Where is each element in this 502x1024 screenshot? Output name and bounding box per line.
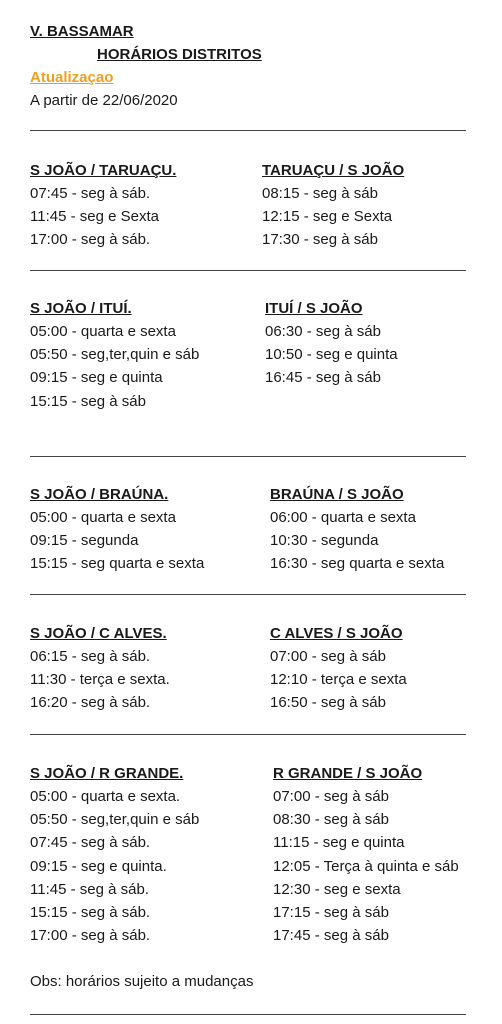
schedule-line: 07:45 - seg à sáb. <box>30 185 151 202</box>
divider <box>30 1014 466 1015</box>
schedule-line: 05:00 - quarta e sexta <box>30 323 176 340</box>
route-outbound <box>30 160 176 252</box>
schedule-line: 05:50 - seg,ter,quin e sáb <box>30 811 200 829</box>
footer-note: Obs: horários sujeito a mudanças <box>30 973 254 990</box>
route-return <box>273 763 459 947</box>
schedule-line: 09:15 - seg e quinta <box>30 369 163 387</box>
schedule-line: 17:00 - seg à sáb. <box>30 231 151 249</box>
divider <box>30 456 466 457</box>
update-label: Atualizaçao <box>30 69 114 86</box>
schedule-line: 15:15 - seg à sáb. <box>30 903 151 921</box>
route-outbound <box>30 298 199 413</box>
schedule-line: 16:45 - seg à sáb <box>265 369 381 387</box>
divider <box>30 130 466 131</box>
schedule-line: 11:45 - seg e Sexta <box>30 208 159 226</box>
schedule-line: 11:15 - seg e quinta <box>273 834 405 852</box>
schedule-line: 17:00 - seg à sáb. <box>30 927 151 945</box>
route-title: S JOÃO / R GRANDE. <box>30 765 184 782</box>
schedule-line: 16:20 - seg à sáb. <box>30 694 151 712</box>
route-return <box>265 298 398 390</box>
schedule-line: 17:45 - seg à sáb <box>273 927 389 945</box>
divider <box>30 270 466 271</box>
schedule-line: 16:50 - seg à sáb <box>270 694 386 712</box>
schedule-line: 09:15 - seg e quinta. <box>30 857 167 875</box>
schedule-line: 12:30 - seg e sexta <box>273 880 401 898</box>
route-title: S JOÃO / BRAÚNA. <box>30 486 169 503</box>
route-title: C ALVES / S JOÃO <box>270 625 403 642</box>
route-return <box>262 160 404 252</box>
schedule-line: 06:15 - seg à sáb. <box>30 648 151 665</box>
schedule-line: 06:30 - seg à sáb <box>265 323 381 340</box>
route-title: R GRANDE / S JOÃO <box>273 765 423 782</box>
route-title: S JOÃO / C ALVES. <box>30 625 167 642</box>
schedule-line: 05:50 - seg,ter,quin e sáb <box>30 346 200 364</box>
route-outbound <box>30 623 170 715</box>
divider <box>30 594 466 595</box>
schedule-line: 12:05 - Terça à quinta e sáb <box>273 857 459 875</box>
schedule-line: 11:45 - seg à sáb. <box>30 880 149 898</box>
schedule-line: 07:00 - seg à sáb <box>270 648 386 665</box>
route-return <box>270 623 407 715</box>
schedule-line: 10:50 - seg e quinta <box>265 346 398 364</box>
schedule-line: 15:15 - seg quarta e sexta <box>30 555 205 573</box>
company-name: V. BASSAMAR <box>30 23 134 40</box>
schedule-line: 06:00 - quarta e sexta <box>270 509 416 526</box>
schedule-line: 07:45 - seg à sáb. <box>30 834 151 852</box>
schedule-line: 17:15 - seg à sáb <box>273 903 389 921</box>
route-outbound <box>30 763 199 947</box>
route-outbound <box>30 484 204 576</box>
effective-date: A partir de 22/06/2020 <box>30 92 178 109</box>
schedule-line: 15:15 - seg à sáb <box>30 392 146 410</box>
route-title: BRAÚNA / S JOÃO <box>270 486 404 503</box>
schedule-line: 09:15 - segunda <box>30 532 139 550</box>
route-title: S JOÃO / TARUAÇU. <box>30 162 177 179</box>
schedule-line: 05:00 - quarta e sexta <box>30 509 176 526</box>
schedule-line: 07:00 - seg à sáb <box>273 788 389 805</box>
schedule-line: 10:30 - segunda <box>270 532 379 550</box>
route-title: TARUAÇU / S JOÃO <box>262 162 405 179</box>
route-title: ITUÍ / S JOÃO <box>265 300 363 317</box>
schedule-line: 17:30 - seg à sáb <box>262 231 378 249</box>
divider <box>30 734 466 735</box>
document-title: HORÁRIOS DISTRITOS <box>97 46 262 63</box>
route-return <box>270 484 444 576</box>
schedule-line: 16:30 - seg quarta e sexta <box>270 555 445 573</box>
schedule-line: 05:00 - quarta e sexta. <box>30 788 181 805</box>
schedule-line: 11:30 - terça e sexta. <box>30 671 170 689</box>
schedule-line: 08:15 - seg à sáb <box>262 185 378 202</box>
schedule-line: 12:10 - terça e sexta <box>270 671 407 689</box>
schedule-line: 12:15 - seg e Sexta <box>262 208 393 226</box>
schedule-line: 08:30 - seg à sáb <box>273 811 389 829</box>
route-title: S JOÃO / ITUÍ. <box>30 300 132 317</box>
